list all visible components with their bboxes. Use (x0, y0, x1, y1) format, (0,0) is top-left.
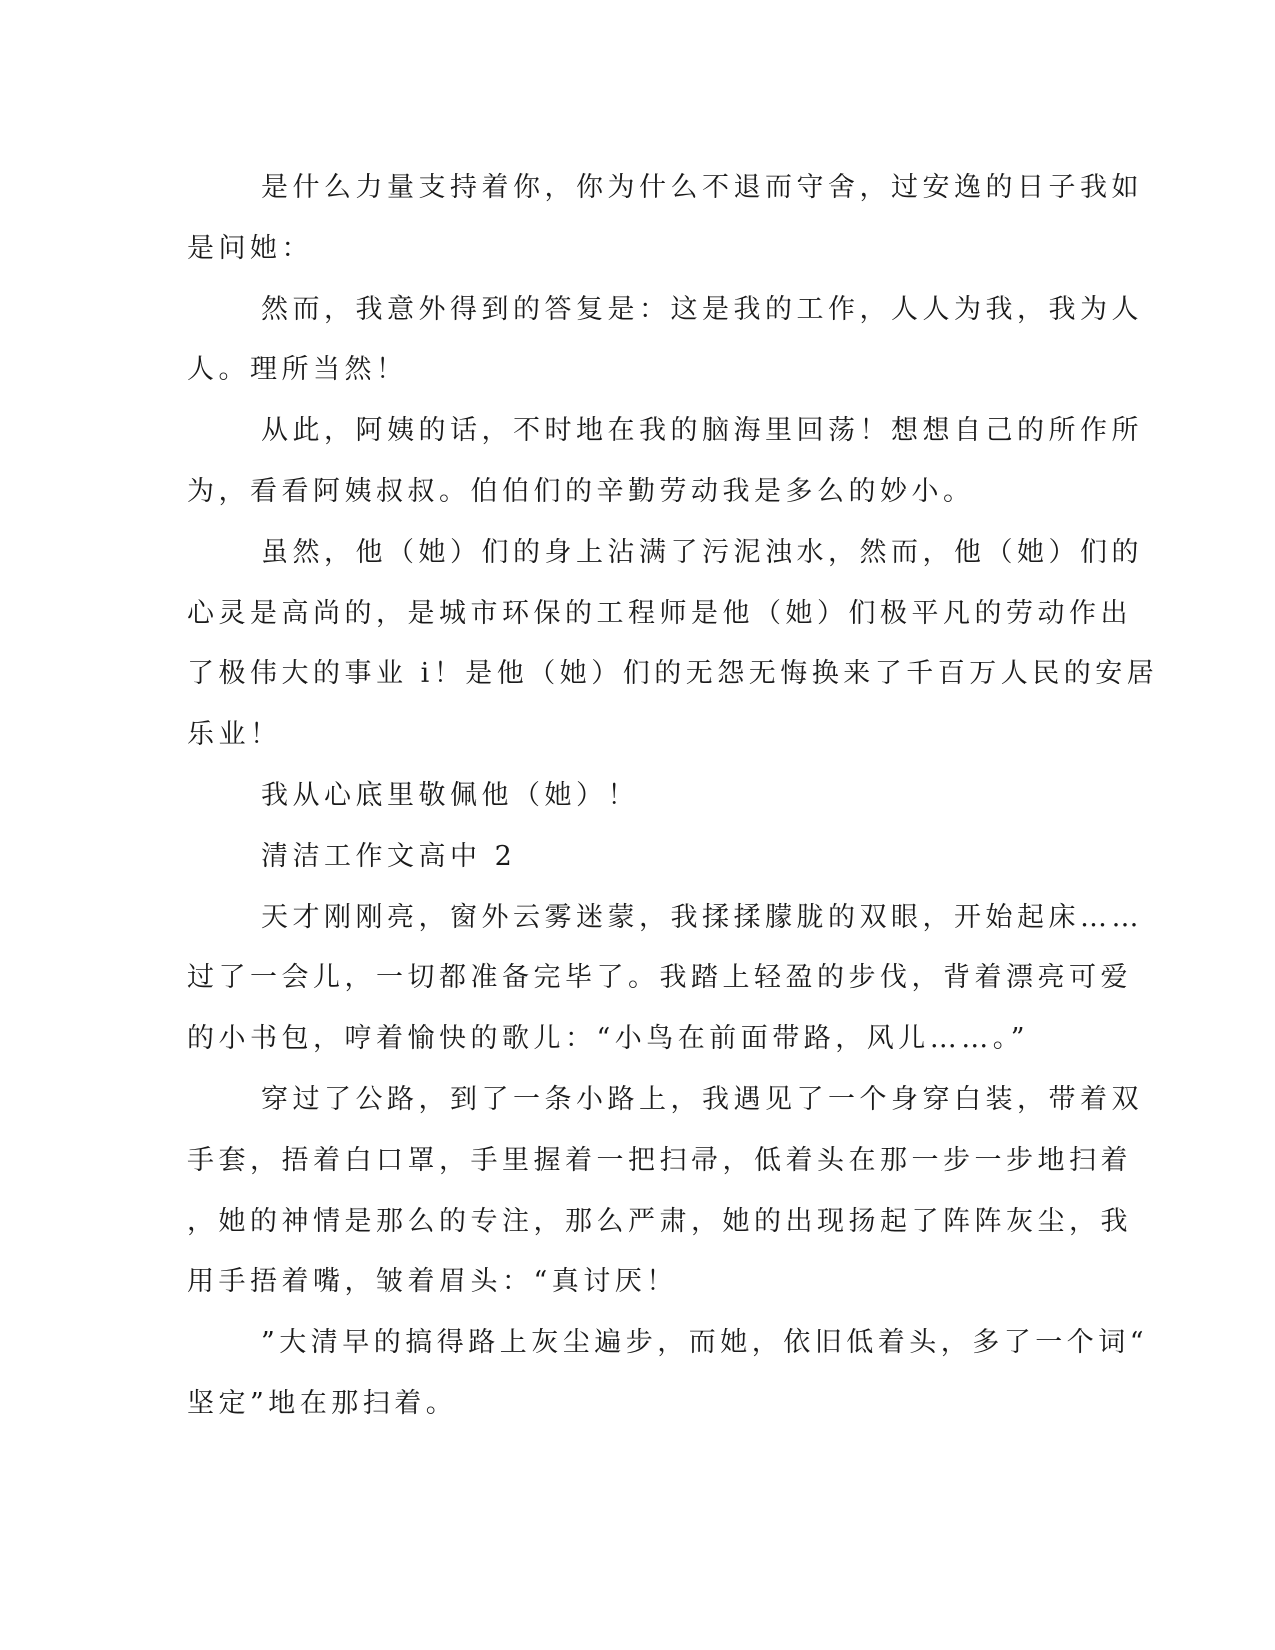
paragraph-line: 人。理所当然！ (187, 354, 408, 386)
paragraph-first-line: 虽然，他（她）们的身上沾满了污泥浊水，然而，他（她）们的 (261, 536, 1143, 568)
paragraph-first-line: 穿过了公路，到了一条小路上，我遇见了一个身穿白装，带着双 (261, 1083, 1143, 1115)
paragraph-line: 乐业！ (187, 719, 282, 751)
paragraph-first-line: 从此，阿姨的话，不时地在我的脑海里回荡！想想自己的所作所 (261, 415, 1143, 447)
paragraph-line: 了极伟大的事业 i！是他（她）们的无怨无悔换来了千百万人民的安居 (187, 658, 1159, 690)
paragraph-line: 是问她： (187, 232, 313, 264)
paragraph-line: 坚定”地在那扫着。 (187, 1387, 458, 1419)
paragraph-line: 的小书包，哼着愉快的歌儿：“小鸟在前面带路，风儿……。” (187, 1023, 1030, 1055)
paragraph-line: 心灵是高尚的，是城市环保的工程师是他（她）们极平凡的劳动作出 (187, 597, 1132, 629)
paragraph-first-line: 我从心底里敬佩他（她）！ (261, 779, 639, 811)
paragraph-first-line: 清洁工作文高中 2 (261, 840, 517, 872)
paragraph-first-line: 然而，我意外得到的答复是：这是我的工作，人人为我，我为人 (261, 293, 1143, 325)
paragraph-first-line: ”大清早的搞得路上灰尘遍步，而她，依旧低着头，多了一个词“ (261, 1327, 1149, 1359)
paragraph-line: 手套，捂着白口罩，手里握着一把扫帚，低着头在那一步一步地扫着 (187, 1144, 1132, 1176)
paragraph-first-line: 天才刚刚亮，窗外云雾迷蒙，我揉揉朦胧的双眼，开始起床…… (261, 901, 1143, 933)
paragraph-line: 过了一会儿，一切都准备完毕了。我踏上轻盈的步伐，背着漂亮可爱 (187, 962, 1132, 994)
paragraph-line: 用手捂着嘴，皱着眉头：“真讨厌！ (187, 1266, 678, 1298)
document-body (187, 158, 1159, 1435)
paragraph-line: ，她的神情是那么的专注，那么严肃，她的出现扬起了阵阵灰尘，我 (187, 1205, 1132, 1237)
paragraph-first-line: 是什么力量支持着你，你为什么不退而守舍，过安逸的日子我如 (261, 172, 1143, 203)
paragraph-line: 为，看看阿姨叔叔。伯伯们的辛勤劳动我是多么的妙小。 (187, 475, 975, 507)
